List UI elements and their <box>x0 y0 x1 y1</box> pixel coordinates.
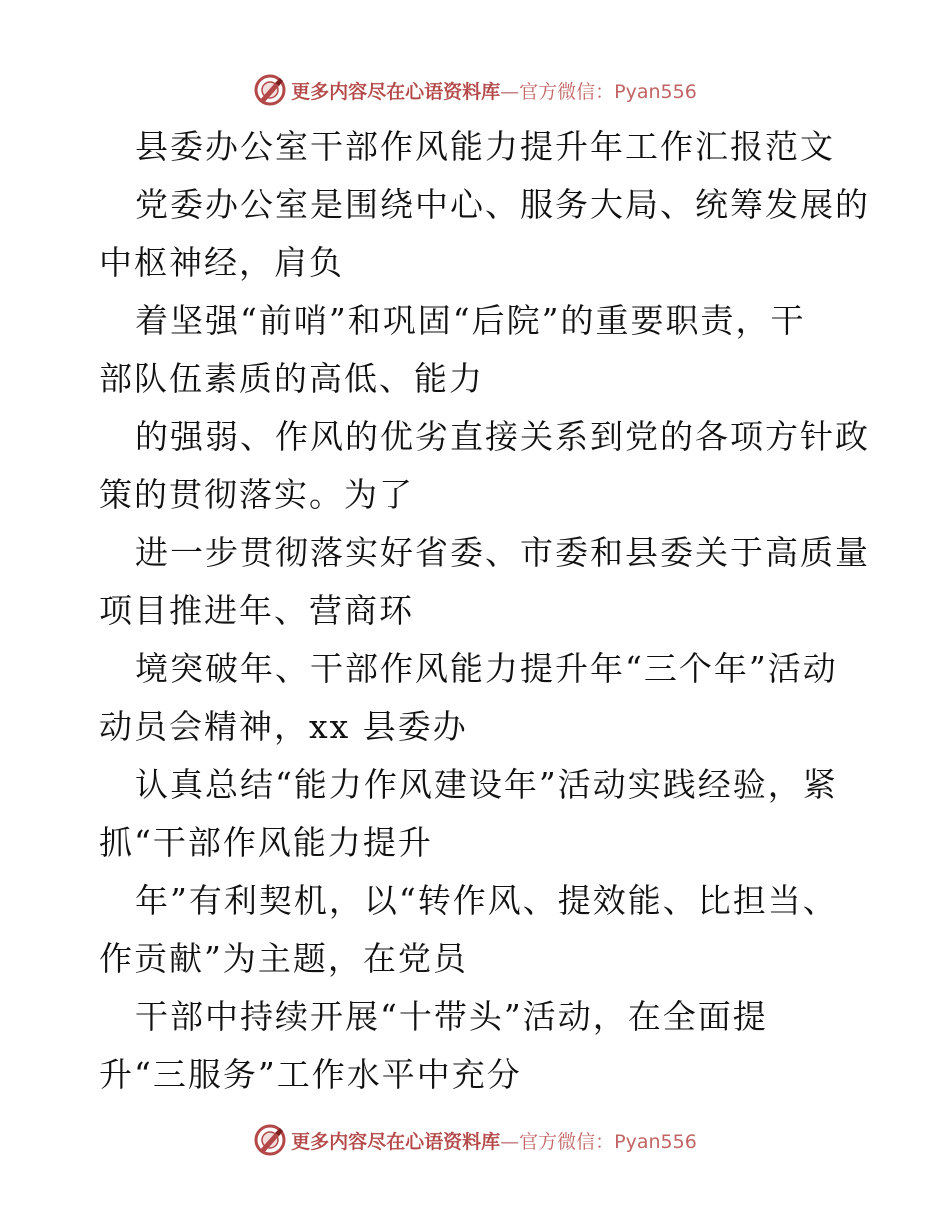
watermark-separator: — <box>500 80 520 103</box>
text-line: 抓“干部作风能力提升 <box>99 823 433 862</box>
watermark-contact: 官方微信：Pyan556 <box>519 1130 697 1153</box>
text-line: 部队伍素质的高低、能力 <box>99 359 484 398</box>
footer-watermark <box>0 1120 950 1160</box>
text-line: 干部中持续开展“十带头”活动，在全面提 <box>135 997 768 1036</box>
text-line: 中枢神经，肩负 <box>99 243 344 282</box>
text-line: 策的贯彻落实。为了 <box>99 475 414 514</box>
text-line: 项目推进年、营商环 <box>99 591 414 630</box>
document-body <box>99 118 870 1104</box>
text-line: 升“三服务”工作水平中充分 <box>99 1055 522 1094</box>
watermark-separator: — <box>500 1130 520 1153</box>
text-line: 动员会精神，xx 县委办 <box>99 707 468 746</box>
watermark-brand: 更多内容尽在心语资料库 <box>291 1130 501 1153</box>
text-line: 着坚强“前哨”和巩固“后院”的重要职责，干 <box>135 301 806 340</box>
text-line: 进一步贯彻落实好省委、市委和县委关于高质量 <box>135 533 870 572</box>
text-line: 作贡献”为主题，在党员 <box>99 939 468 978</box>
text-line: 境突破年、干部作风能力提升年“三个年”活动 <box>135 649 838 688</box>
watermark-contact: 官方微信：Pyan556 <box>519 80 697 103</box>
watermark-text <box>291 1127 697 1154</box>
pen-logo-icon <box>253 1123 287 1157</box>
text-line: 的强弱、作风的优劣直接关系到党的各项方针政 <box>135 417 870 456</box>
text-line: 认真总结“能力作风建设年”活动实践经验，紧 <box>135 765 838 804</box>
text-line: 年”有利契机，以“转作风、提效能、比担当、 <box>135 881 838 920</box>
header-watermark <box>0 70 950 110</box>
document-title: 县委办公室干部作风能力提升年工作汇报范文 <box>135 127 835 166</box>
text-line: 党委办公室是围绕中心、服务大局、统筹发展的 <box>135 185 870 224</box>
watermark-text <box>291 77 697 104</box>
watermark-brand: 更多内容尽在心语资料库 <box>291 80 501 103</box>
pen-logo-icon <box>253 73 287 107</box>
